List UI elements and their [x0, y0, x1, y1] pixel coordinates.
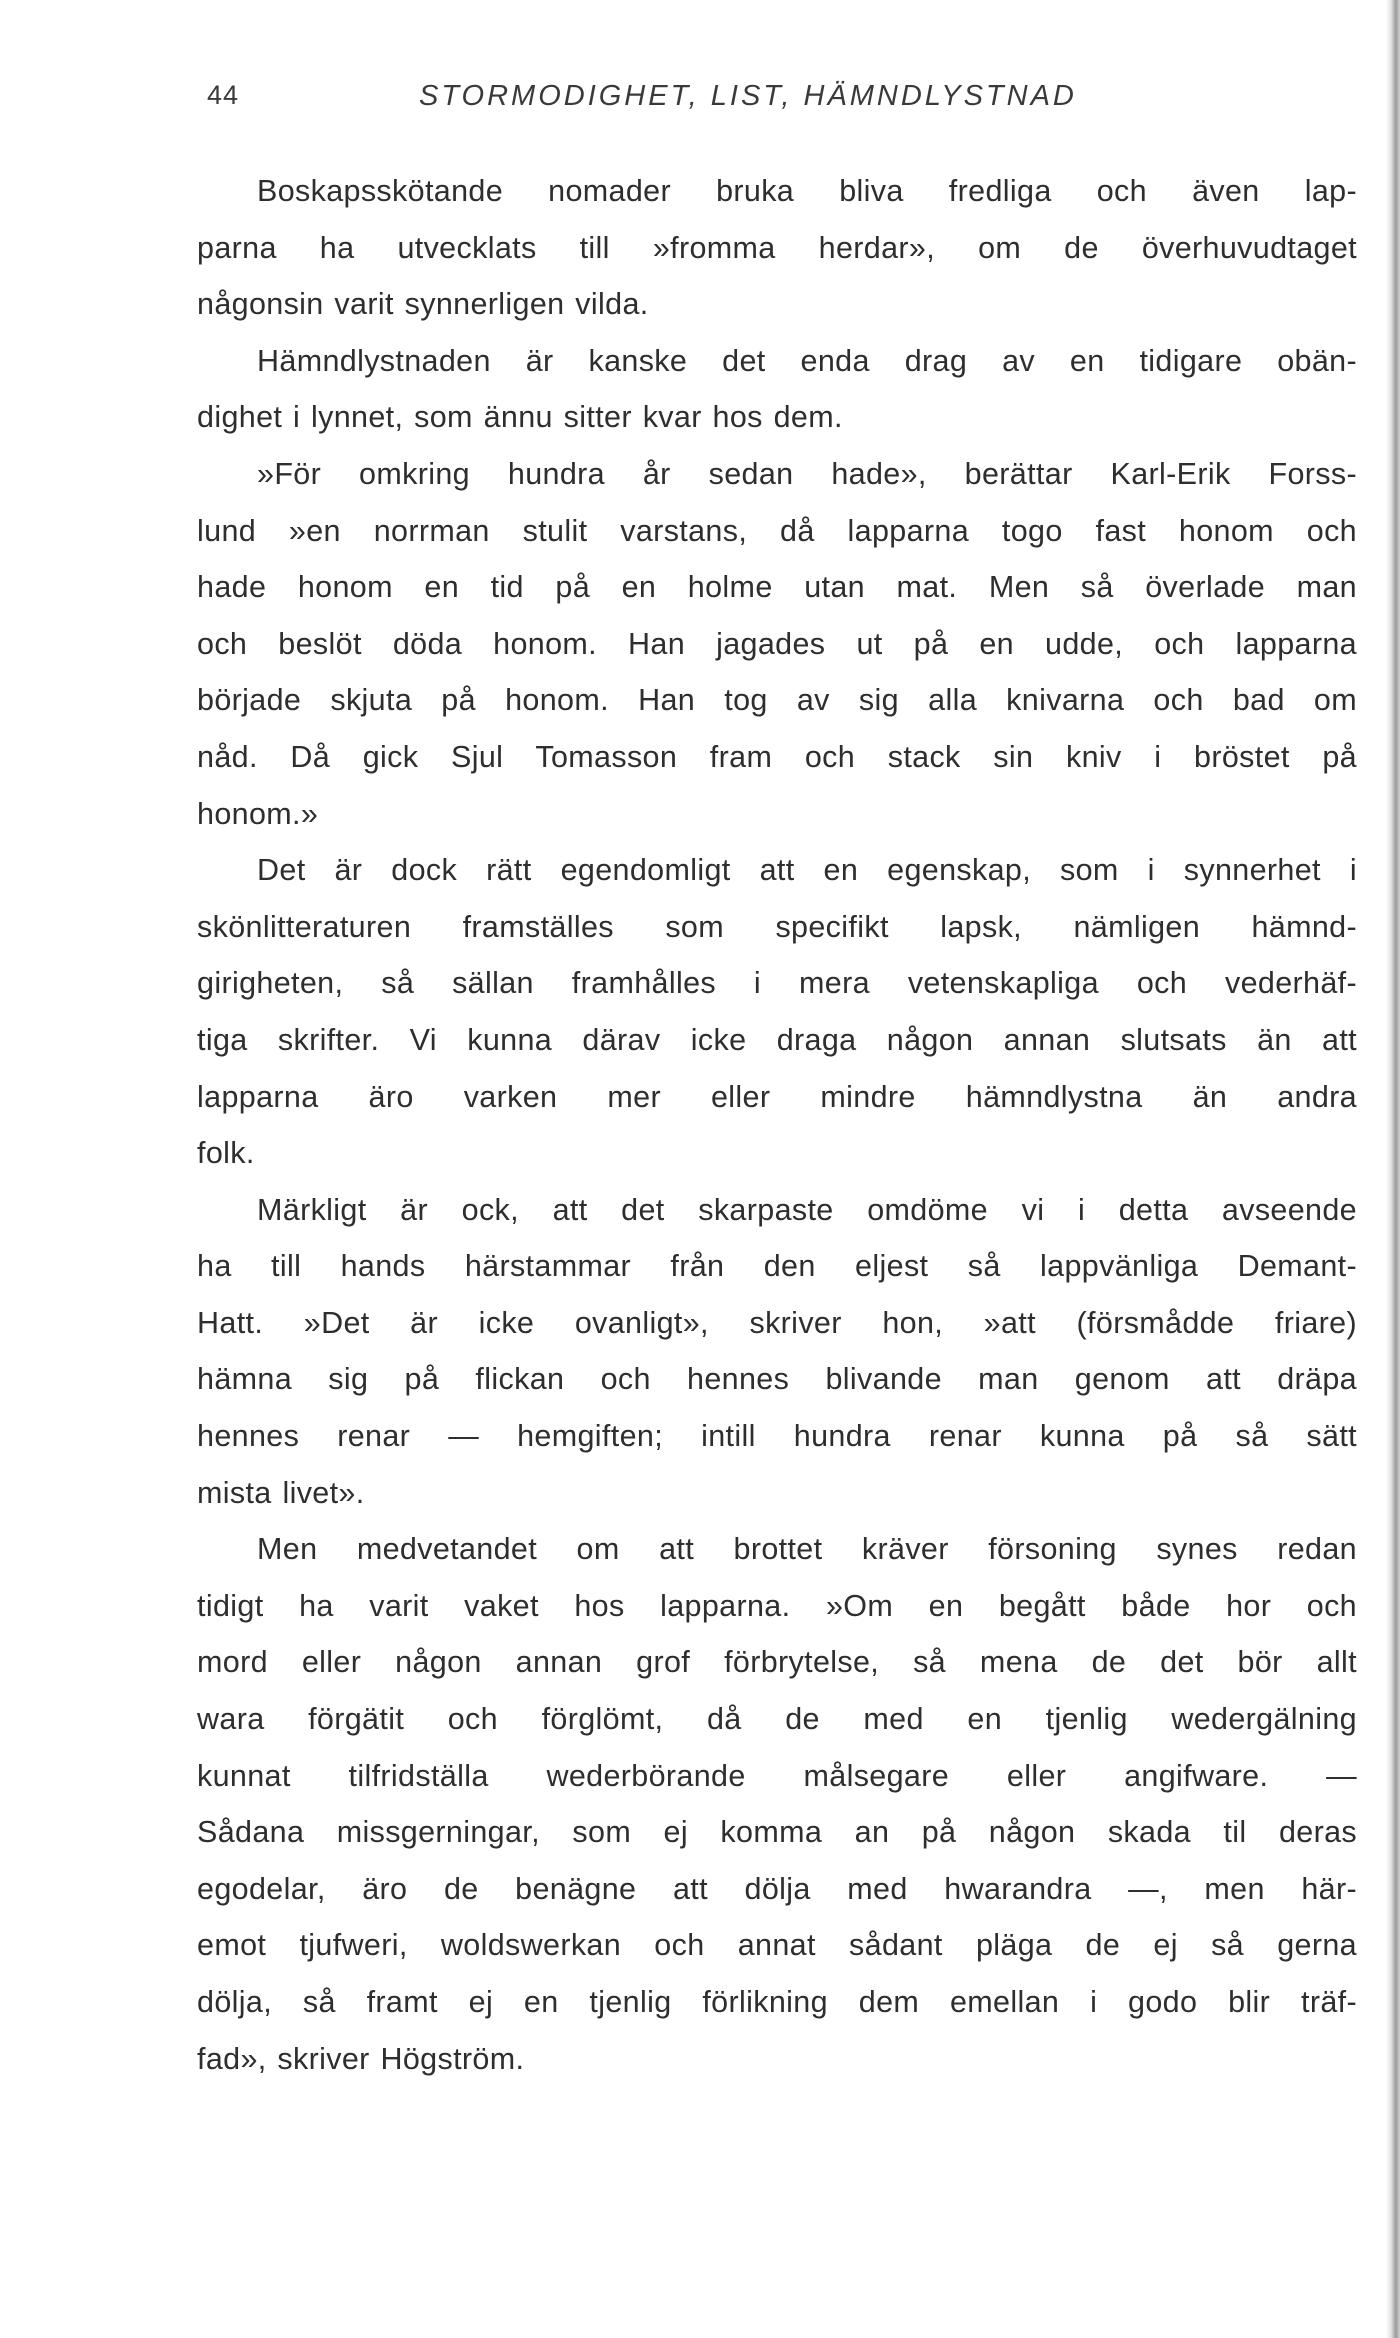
paragraph	[197, 333, 1357, 446]
text-line: tiga skrifter. Vi kunna därav icke draga någon annan slutsats än att	[197, 1022, 1357, 1057]
text-line: »För omkring hundra år sedan hade», berättar Karl-Erik Forss-	[257, 456, 1357, 491]
text-line: skönlitteraturen framställes som specifikt lapsk, nämligen hämnd-	[197, 909, 1357, 944]
text-line: och beslöt döda honom. Han jagades ut på en udde, och lapparna	[197, 626, 1357, 661]
text-line: någonsin varit synnerligen vilda.	[197, 287, 649, 322]
body-text	[197, 163, 1357, 2087]
text-line: parna ha utvecklats till »fromma herdar», om de överhuvudtaget	[197, 230, 1357, 265]
text-line: ha till hands härstammar från den eljest så lappvänliga Demant-	[197, 1249, 1357, 1284]
text-line: egodelar, äro de benägne att dölja med hwarandra —, men här-	[197, 1871, 1357, 1906]
paragraph	[197, 1182, 1357, 1522]
text-line: lapparna äro varken mer eller mindre hämndlystna än andra	[197, 1079, 1357, 1114]
text-line: fad», skriver Högström.	[197, 2041, 525, 2076]
text-line: Hatt. »Det är icke ovanligt», skriver hon, »att (försmådde friare)	[197, 1305, 1357, 1340]
paragraph	[197, 1521, 1357, 2087]
text-line: Boskapsskötande nomader bruka bliva fredliga och även lap-	[257, 174, 1357, 208]
text-line: dighet i lynnet, som ännu sitter kvar hos dem.	[197, 400, 843, 435]
text-line: dölja, så framt ej en tjenlig förlikning dem emellan i godo blir träf-	[197, 1985, 1357, 2019]
running-title: STORMODIGHET, LIST, HÄMNDLYSTNAD	[419, 80, 1077, 112]
paragraph	[197, 163, 1357, 333]
text-line: kunnat tilfridställa wederbörande målsegare eller angifware. —	[197, 1758, 1357, 1793]
running-header	[197, 80, 1357, 120]
text-line: Hämndlystnaden är kanske det enda drag av en tidigare obän-	[257, 343, 1357, 378]
text-line: Sådana missgerningar, som ej komma an på någon skada til deras	[197, 1815, 1357, 1850]
paragraph	[197, 842, 1357, 1182]
text-line: hennes renar — hemgiften; intill hundra renar kunna på så sätt	[197, 1419, 1357, 1454]
page-number: 44	[207, 80, 240, 110]
paragraph	[197, 446, 1357, 842]
text-line: emot tjufweri, woldswerkan och annat sådant pläga de ej så gerna	[197, 1928, 1357, 1963]
text-line: hade honom en tid på en holme utan mat. Men så överlade man	[197, 570, 1357, 605]
text-line: Det är dock rätt egendomligt att en egenskap, som i synnerhet i	[257, 853, 1357, 888]
text-line: Märkligt är ock, att det skarpaste omdöme vi i detta avseende	[257, 1192, 1357, 1227]
text-line: mista livet».	[197, 1475, 365, 1510]
text-line: hämna sig på flickan och hennes blivande man genom att dräpa	[197, 1362, 1357, 1397]
text-line: mord eller någon annan grof förbrytelse, så mena de det bör allt	[197, 1645, 1357, 1680]
text-line: lund »en norrman stulit varstans, då lapparna togo fast honom och	[197, 513, 1357, 548]
text-line: wara förgätit och förglömt, då de med en tjenlig wedergälning	[197, 1702, 1357, 1737]
text-line: honom.»	[197, 796, 319, 831]
page-edge-shadow	[1386, 0, 1400, 2338]
text-line: folk.	[197, 1136, 255, 1171]
text-line: Men medvetandet om att brottet kräver försoning synes redan	[257, 1532, 1357, 1567]
text-line: girigheten, så sällan framhålles i mera vetenskapliga och vederhäf-	[197, 966, 1357, 1001]
text-line: började skjuta på honom. Han tog av sig alla knivarna och bad om	[197, 683, 1357, 718]
text-line: tidigt ha varit vaket hos lapparna. »Om en begått både hor och	[197, 1588, 1357, 1623]
text-line: nåd. Då gick Sjul Tomasson fram och stack sin kniv i bröstet på	[197, 739, 1357, 774]
